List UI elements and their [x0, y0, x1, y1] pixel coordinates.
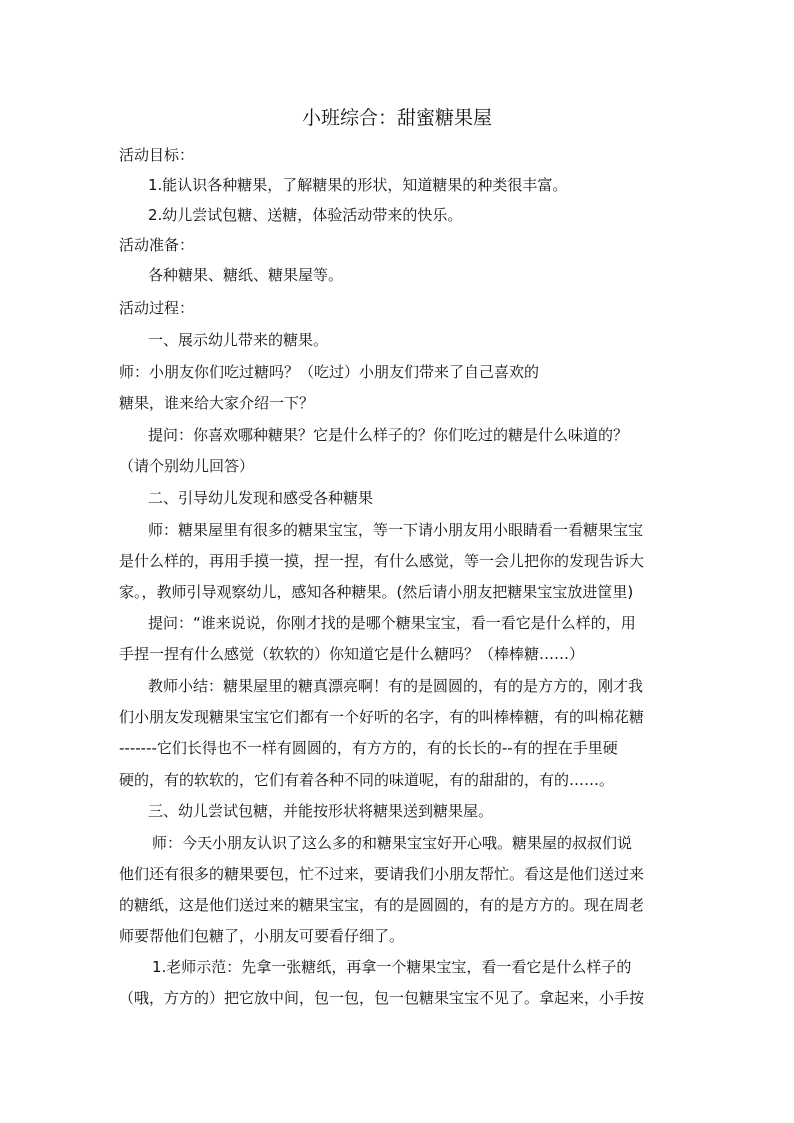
document-title: 小班综合：甜蜜糖果屋	[301, 107, 492, 129]
paragraph-line: 1.能认识各种糖果，了解糖果的形状，知道糖果的种类很丰富。	[148, 176, 568, 194]
paragraph-line: 家。，教师引导观察幼儿，感知各种糖果。(然后请小朋友把糖果宝宝放进筐里)	[119, 583, 634, 601]
section-heading-goals: 活动目标：	[119, 146, 195, 164]
paragraph-line: 的糖纸，这是他们送过来的糖果宝宝，有的是圆圆的，有的是方方的。现在周老	[119, 896, 645, 914]
paragraph-line: 师：小朋友你们吃过糖吗？（吃过）小朋友们带来了自己喜欢的	[119, 363, 540, 381]
paragraph-line: 一、展示幼儿带来的糖果。	[148, 331, 329, 349]
paragraph-line: （请个别幼儿回答）	[119, 457, 255, 475]
paragraph-line: -------它们长得也不一样有圆圆的，有方方的，有的长长的--有的捏在手里硬	[119, 739, 618, 757]
paragraph-line: 他们还有很多的糖果要包，忙不过来，要请我们小朋友帮忙。看这是他们送过来	[119, 865, 645, 883]
paragraph-line: 三、幼儿尝试包糖，并能按形状将糖果送到糖果屋。	[148, 802, 494, 820]
paragraph-line: 是什么样的，再用手摸一摸，捏一捏，有什么感觉，等一会儿把你的发现告诉大	[119, 552, 645, 570]
paragraph-line: 手捏一捏有什么感觉（软软的）你知道它是什么糖吗？（棒棒糖……）	[119, 645, 585, 663]
paragraph-line: 提问：“谁来说说，你刚才找的是哪个糖果宝宝，看一看它是什么样的，用	[148, 614, 636, 632]
paragraph-line: 提问：你喜欢哪种糖果？它是什么样子的？你们吃过的糖是什么味道的？	[148, 426, 629, 444]
paragraph-line: 师：今天小朋友认识了这么多的和糖果宝宝好开心哦。糖果屋的叔叔们说	[152, 834, 633, 852]
paragraph-line: 师：糖果屋里有很多的糖果宝宝，等一下请小朋友用小眼睛看一看糖果宝宝	[148, 521, 644, 539]
paragraph-line: （哦，方方的）把它放中间，包一包，包一包糖果宝宝不见了。拿起来，小手按	[119, 989, 645, 1007]
paragraph-line: 二、引导幼儿发现和感受各种糖果	[148, 489, 374, 507]
paragraph-line: 们小朋友发现糖果宝宝它们都有一个好听的名字，有的叫棒棒糖，有的叫棉花糖	[119, 708, 645, 726]
paragraph-line: 各种糖果、糖纸、糖果屋等。	[148, 266, 344, 284]
section-heading-preparation: 活动准备：	[119, 236, 195, 254]
paragraph-line: 师要帮他们包糖了，小朋友可要看仔细了。	[119, 927, 405, 945]
paragraph-line: 1.老师示范：先拿一张糖纸，再拿一个糖果宝宝，看一看它是什么样子的	[152, 958, 632, 976]
section-heading-process: 活动过程：	[119, 299, 195, 317]
paragraph-line: 糖果，谁来给大家介绍一下？	[119, 394, 315, 412]
paragraph-line: 2.幼儿尝试包糖、送糖，体验活动带来的快乐。	[148, 206, 463, 224]
paragraph-line: 硬的，有的软软的，它们有着各种不同的味道呢，有的甜甜的，有的……。	[119, 771, 615, 789]
paragraph-line: 教师小结：糖果屋里的糖真漂亮啊！有的是圆圆的，有的是方方的，刚才我	[148, 677, 644, 695]
